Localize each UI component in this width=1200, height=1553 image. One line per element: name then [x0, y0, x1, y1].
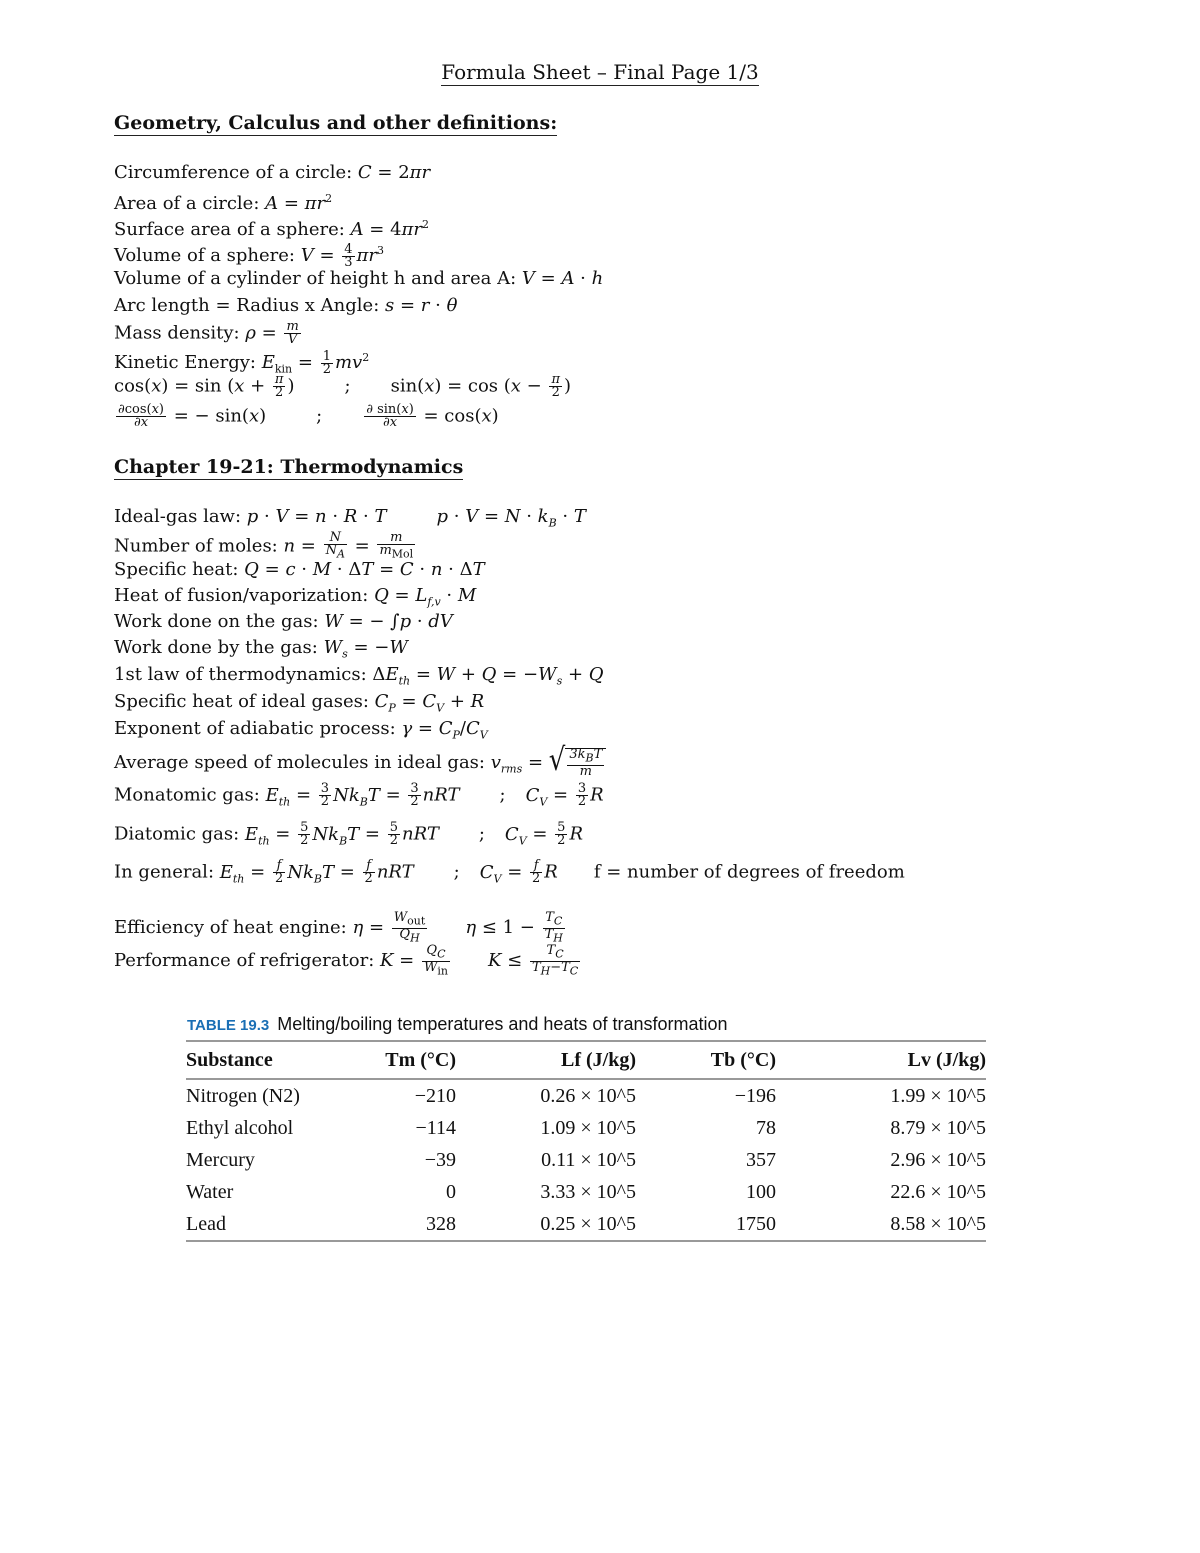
cell-tm: −39: [424, 1148, 456, 1171]
formula-circle-area: Area of a circle: $A = \pi r^2$: [114, 192, 333, 214]
header-lf: Lf (J/kg): [561, 1048, 636, 1071]
cell-tb: 1750: [736, 1212, 776, 1235]
document-title: Formula Sheet – Final Page 1/3: [441, 60, 759, 84]
formula-specific-heat: Specific heat: Q = c · M · ΔT = C · n · ΔT: [114, 559, 485, 580]
formula-rms-speed: Average speed of molecules in ideal gas: $v_{rms}$ = √ $\frac{3k_BT}{m}$: [114, 748, 606, 780]
cell-tm: −210: [414, 1084, 456, 1107]
table-caption: [187, 1014, 728, 1035]
table-row: [186, 1112, 986, 1144]
cell-tb: −196: [734, 1084, 776, 1107]
formula-heat-engine-efficiency: Efficiency of heat engine: η = $\frac{W_{out}}{Q_H}$ η ≤ 1 − $\frac{T_C}{T_H}$: [114, 910, 563, 945]
header-substance: Substance: [186, 1048, 273, 1071]
formula-cylinder-volume: Volume of a cylinder of height h and area A: V = A · h: [114, 268, 604, 289]
formula-adiabatic-exponent: Exponent of adiabatic process: $\gamma = C_P/C_V$: [114, 718, 488, 742]
formula-general-gas: In general: $E_{th}$ = $\frac{f}{2}$ $Nk_BT$ = $\frac{f}{2}$ nRT ; $C_V$ = $\frac{f}{2}$ R f = number of degrees of freedom: [114, 858, 905, 886]
cell-lv: 22.6 × 10^5: [890, 1180, 986, 1203]
formula-work-by-gas: Work done by the gas: $W_s = -W$: [114, 637, 408, 661]
cell-tm: 0: [446, 1180, 456, 1203]
cell-substance: Nitrogen (N2): [186, 1084, 300, 1107]
formula-arc-length: Arc length = Radius x Angle: s = r · θ: [114, 295, 458, 316]
section-heading-geometry: Geometry, Calculus and other definitions:: [114, 112, 558, 134]
cell-lf: 0.25 × 10^5: [540, 1212, 636, 1235]
cell-substance: Ethyl alcohol: [186, 1116, 294, 1139]
cell-tb: 357: [746, 1148, 776, 1171]
table-row: [186, 1176, 986, 1208]
formula-trig-shift: cos(x) = sin (x + $\frac{\pi}{2}$ ) ; sin(x) = cos (x − $\frac{\pi}{2}$ ): [114, 372, 572, 400]
cell-tm: −114: [415, 1116, 456, 1139]
cell-tb: 78: [756, 1116, 776, 1139]
formula-kinetic-energy: Kinetic Energy: $E_{kin}$ = $\frac{1}{2}$ $mv^2$: [114, 348, 370, 377]
formula-ideal-gas-law: Ideal-gas law: p · V = n · R · T $p \cdot V = N \cdot k_B \cdot T$: [114, 506, 586, 530]
formula-first-law: 1st law of thermodynamics: $\Delta E_{th} = W + Q = -W_s + Q$: [114, 664, 604, 688]
cell-lf: 0.11 × 10^5: [541, 1148, 636, 1171]
formula-circumference: Circumference of a circle: C = 2πr: [114, 162, 431, 183]
formula-refrigerator-performance: Performance of refrigerator: K = $\frac{Q_C}{W_{in}}$ K ≤ $\frac{T_C}{T_H-T_C}$: [114, 943, 579, 978]
transformation-table: [186, 1040, 986, 1242]
table-title: Melting/boiling temperatures and heats of transformation: [277, 1014, 728, 1034]
table-header-row: [186, 1041, 986, 1079]
cell-substance: Lead: [186, 1212, 226, 1235]
cell-lv: 8.58 × 10^5: [890, 1212, 986, 1235]
formula-specific-heat-ideal-gas: Specific heat of ideal gases: $C_P = C_V + R$: [114, 691, 485, 715]
cell-tm: 328: [426, 1212, 456, 1235]
table-tag: TABLE 19.3: [187, 1017, 270, 1034]
formula-sphere-area: Surface area of a sphere: $A = 4\pi r^2$: [114, 218, 429, 240]
table-row: [186, 1079, 986, 1112]
cell-lv: 1.99 × 10^5: [890, 1084, 986, 1107]
formula-heat-of-fusion: Heat of fusion/vaporization: $Q = L_{f,v} \cdot M$: [114, 585, 477, 609]
formula-monatomic-gas: Monatomic gas: $E_{th}$ = $\frac{3}{2}$ $Nk_BT$ = $\frac{3}{2}$ nRT ; $C_V$ = $\frac{3}{2}$ R: [114, 781, 604, 809]
formula-mass-density: Mass density: ρ = $\frac{m}{V}$: [114, 319, 299, 347]
table-row: [186, 1144, 986, 1176]
cell-lv: 2.96 × 10^5: [890, 1148, 986, 1171]
cell-lf: 0.26 × 10^5: [540, 1084, 636, 1107]
header-lv: Lv (J/kg): [907, 1048, 986, 1071]
cell-tb: 100: [746, 1180, 776, 1203]
header-tm: Tm (°C): [385, 1048, 456, 1071]
cell-substance: Water: [186, 1180, 234, 1203]
header-tb: Tb (°C): [710, 1048, 776, 1071]
formula-work-on-gas: Work done on the gas: W = − ∫p · dV: [114, 611, 453, 632]
table-row: [186, 1208, 986, 1241]
section-heading-thermodynamics: Chapter 19-21: Thermodynamics: [114, 456, 464, 478]
formula-sphere-volume: Volume of a sphere: V = $\frac{4}{3}$ $\pi r^3$: [114, 241, 384, 270]
cell-substance: Mercury: [186, 1148, 255, 1171]
cell-lf: 1.09 × 10^5: [540, 1116, 636, 1139]
formula-diatomic-gas: Diatomic gas: $E_{th}$ = $\frac{5}{2}$ $Nk_BT$ = $\frac{5}{2}$ nRT ; $C_V$ = $\frac{5}{2}$ R: [114, 820, 584, 848]
formula-number-of-moles: Number of moles: n = $\frac{N}{N_A}$ = $\frac{m}{m_{Mol}}$: [114, 530, 414, 561]
cell-lf: 3.33 × 10^5: [540, 1180, 636, 1203]
cell-lv: 8.79 × 10^5: [890, 1116, 986, 1139]
formula-trig-derivatives: $\frac{\partial\cos(x)}{\partial x}$ = − sin(x) ; $\frac{\partial \sin(x)}{\partial x}$ = cos(x): [118, 402, 499, 430]
